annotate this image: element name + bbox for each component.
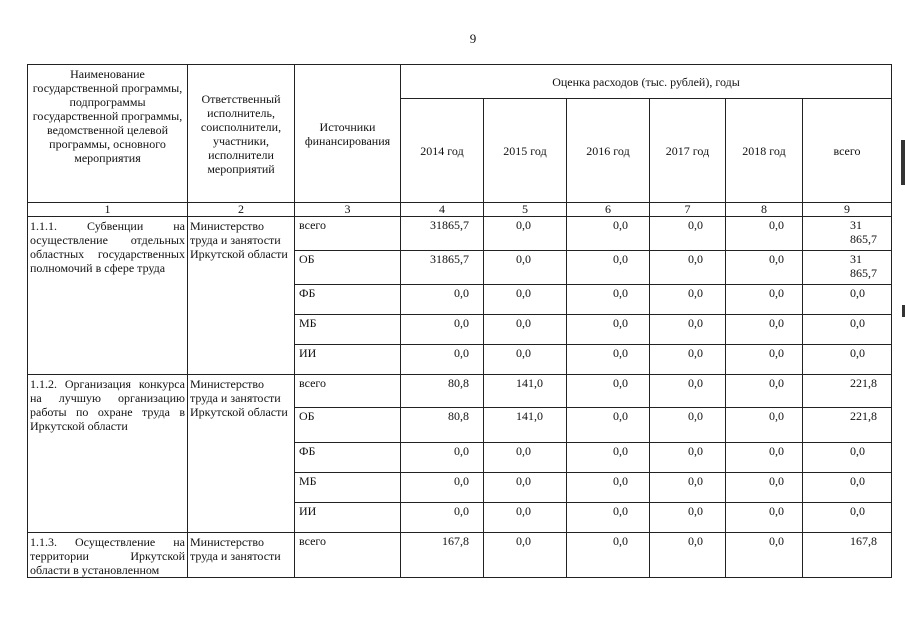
year-value: 0,0 bbox=[726, 251, 803, 285]
header-year: 2018 год bbox=[726, 99, 803, 203]
year-value: 0,0 bbox=[484, 217, 567, 251]
year-value: 141,0 bbox=[484, 375, 567, 408]
header-year: 2017 год bbox=[650, 99, 726, 203]
header-year: 2014 год bbox=[401, 99, 484, 203]
year-value: 0,0 bbox=[567, 533, 650, 578]
year-value: 0,0 bbox=[567, 345, 650, 375]
measure-executor: Министерство труда и занятости Иркутской области bbox=[188, 217, 295, 375]
total-value: 221,8 bbox=[803, 408, 892, 443]
column-number: 5 bbox=[484, 203, 567, 217]
total-value: 0,0 bbox=[803, 443, 892, 473]
year-value: 0,0 bbox=[484, 285, 567, 315]
table-row bbox=[28, 217, 892, 251]
total-value: 167,8 bbox=[803, 533, 892, 578]
header-name: Наименование государственной программы, подпрограммы государственной программы, ведомственной целевой программы, основного мероприятия bbox=[28, 65, 188, 203]
year-value: 0,0 bbox=[567, 503, 650, 533]
year-value: 0,0 bbox=[726, 285, 803, 315]
funding-source: всего bbox=[295, 375, 401, 408]
measure-executor: Министерство труда и занятости Иркутской области bbox=[188, 375, 295, 533]
year-value: 0,0 bbox=[650, 443, 726, 473]
measure-name: 1.1.1. Субвенции на осуществление отдельных областных государственных полномочий в сфере труда bbox=[28, 217, 188, 375]
table-row bbox=[28, 533, 892, 578]
column-number: 4 bbox=[401, 203, 484, 217]
year-value: 0,0 bbox=[650, 315, 726, 345]
year-value: 0,0 bbox=[567, 443, 650, 473]
funding-source: ИИ bbox=[295, 345, 401, 375]
year-value: 31865,7 bbox=[401, 251, 484, 285]
year-value: 0,0 bbox=[650, 345, 726, 375]
total-value: 0,0 bbox=[803, 345, 892, 375]
year-value: 141,0 bbox=[484, 408, 567, 443]
header-total: всего bbox=[803, 99, 892, 203]
year-value: 0,0 bbox=[484, 345, 567, 375]
year-value: 80,8 bbox=[401, 408, 484, 443]
header-row bbox=[28, 65, 892, 99]
year-value: 0,0 bbox=[401, 503, 484, 533]
year-value: 0,0 bbox=[567, 375, 650, 408]
year-value: 0,0 bbox=[726, 345, 803, 375]
year-value: 0,0 bbox=[484, 473, 567, 503]
year-value: 0,0 bbox=[726, 443, 803, 473]
year-value: 0,0 bbox=[401, 473, 484, 503]
column-number: 1 bbox=[28, 203, 188, 217]
funding-source: МБ bbox=[295, 315, 401, 345]
funding-source: ОБ bbox=[295, 408, 401, 443]
year-value: 0,0 bbox=[726, 408, 803, 443]
column-number-row bbox=[28, 203, 892, 217]
header-executor: Ответственный исполнитель, соисполнители, участники, исполнители мероприятий bbox=[188, 65, 295, 203]
year-value: 0,0 bbox=[401, 285, 484, 315]
year-value: 0,0 bbox=[567, 408, 650, 443]
total-value: 31 865,7 bbox=[803, 217, 892, 251]
page-number: 9 bbox=[469, 31, 477, 46]
expenses-table bbox=[27, 64, 892, 578]
column-number: 8 bbox=[726, 203, 803, 217]
year-value: 0,0 bbox=[567, 217, 650, 251]
year-value: 0,0 bbox=[650, 285, 726, 315]
year-value: 31865,7 bbox=[401, 217, 484, 251]
total-value: 0,0 bbox=[803, 473, 892, 503]
column-number: 7 bbox=[650, 203, 726, 217]
column-number: 6 bbox=[567, 203, 650, 217]
year-value: 0,0 bbox=[650, 375, 726, 408]
year-value: 0,0 bbox=[567, 473, 650, 503]
total-value: 221,8 bbox=[803, 375, 892, 408]
year-value: 0,0 bbox=[650, 533, 726, 578]
header-expenses: Оценка расходов (тыс. рублей), годы bbox=[401, 65, 892, 99]
table-body bbox=[28, 65, 892, 578]
funding-source: ФБ bbox=[295, 443, 401, 473]
year-value: 0,0 bbox=[484, 443, 567, 473]
year-value: 0,0 bbox=[567, 251, 650, 285]
funding-source: всего bbox=[295, 533, 401, 578]
year-value: 80,8 bbox=[401, 375, 484, 408]
total-value: 0,0 bbox=[803, 503, 892, 533]
year-value: 0,0 bbox=[567, 285, 650, 315]
funding-source: ОБ bbox=[295, 251, 401, 285]
column-number: 3 bbox=[295, 203, 401, 217]
header-source: Источники финансирования bbox=[295, 65, 401, 203]
year-value: 0,0 bbox=[726, 375, 803, 408]
year-value: 0,0 bbox=[484, 503, 567, 533]
header-year: 2015 год bbox=[484, 99, 567, 203]
year-value: 0,0 bbox=[401, 443, 484, 473]
year-value: 0,0 bbox=[484, 533, 567, 578]
measure-name: 1.1.2. Организация конкурса на лучшую организацию работы по охране труда в Иркутской области bbox=[28, 375, 188, 533]
year-value: 0,0 bbox=[726, 217, 803, 251]
year-value: 167,8 bbox=[401, 533, 484, 578]
year-value: 0,0 bbox=[484, 251, 567, 285]
measure-executor: Министерство труда и занятости bbox=[188, 533, 295, 578]
total-value: 0,0 bbox=[803, 285, 892, 315]
total-value: 0,0 bbox=[803, 315, 892, 345]
header-year: 2016 год bbox=[567, 99, 650, 203]
year-value: 0,0 bbox=[567, 315, 650, 345]
year-value: 0,0 bbox=[650, 503, 726, 533]
year-value: 0,0 bbox=[650, 408, 726, 443]
column-number: 9 bbox=[803, 203, 892, 217]
funding-source: всего bbox=[295, 217, 401, 251]
year-value: 0,0 bbox=[650, 217, 726, 251]
funding-source: МБ bbox=[295, 473, 401, 503]
year-value: 0,0 bbox=[726, 315, 803, 345]
total-value: 31 865,7 bbox=[803, 251, 892, 285]
measure-name: 1.1.3. Осуществление на территории Иркутской области в установленном bbox=[28, 533, 188, 578]
scan-edge-mark bbox=[901, 140, 905, 185]
table-row bbox=[28, 375, 892, 408]
column-number: 2 bbox=[188, 203, 295, 217]
year-value: 0,0 bbox=[726, 533, 803, 578]
year-value: 0,0 bbox=[650, 473, 726, 503]
year-value: 0,0 bbox=[650, 251, 726, 285]
funding-source: ФБ bbox=[295, 285, 401, 315]
year-value: 0,0 bbox=[726, 503, 803, 533]
year-value: 0,0 bbox=[401, 345, 484, 375]
year-value: 0,0 bbox=[484, 315, 567, 345]
year-value: 0,0 bbox=[401, 315, 484, 345]
year-value: 0,0 bbox=[726, 473, 803, 503]
funding-source: ИИ bbox=[295, 503, 401, 533]
